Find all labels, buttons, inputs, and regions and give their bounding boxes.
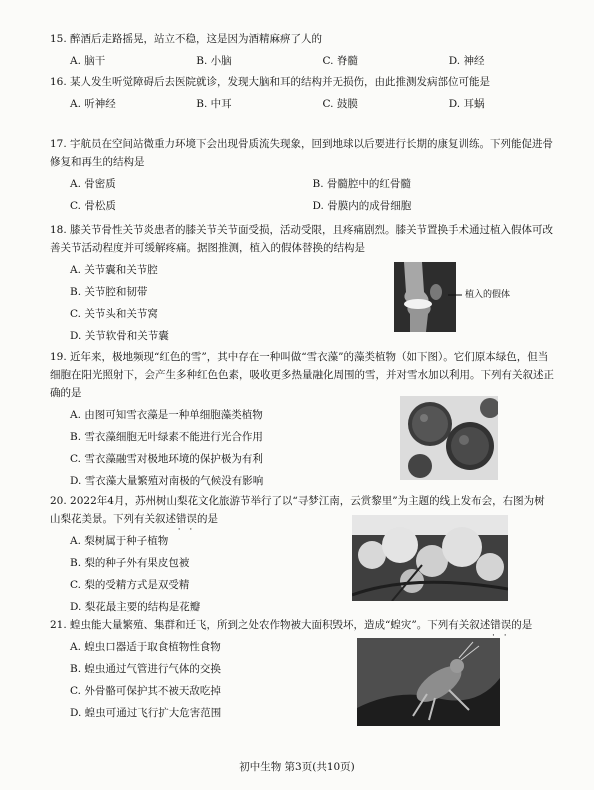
stem-emphasis: 错误 · ·	[176, 513, 197, 525]
figure-label: 植入的假体	[465, 290, 511, 300]
options-list	[50, 638, 350, 722]
option-b: B. 蝗虫通过气管进行气体的交换	[70, 663, 221, 675]
option-d: D. 雪衣藻大量繁殖对南极的气候没有影响	[70, 475, 264, 487]
question-stem	[50, 616, 555, 634]
page-footer: 初中生物 第3页(共10页)	[239, 761, 355, 773]
options-list	[50, 406, 390, 490]
options-list	[50, 261, 370, 345]
option-c: C. 梨的受精方式是双受精	[70, 579, 190, 591]
knee-xray-figure	[394, 262, 456, 332]
option-d: D. 梨花最主要的结构是花瓣	[70, 601, 201, 613]
locust-image	[357, 638, 500, 726]
option-a: A. 骨密质	[70, 178, 116, 190]
pear-blossom-photo	[352, 515, 508, 601]
option-b: B. 骨髓腔中的红骨髓	[312, 178, 411, 190]
option-d: D. 神经	[448, 55, 485, 67]
option-c: C. 外骨骼可保护其不被天敌吃掉	[70, 685, 221, 697]
option-d: D. 蝗虫可通过飞行扩大危害范围	[70, 707, 222, 719]
question-stem: 16. 某人发生听觉障碍后去医院就诊，发现大脑和耳的结构并无损伤，由此推测发病部位可能是	[50, 76, 491, 88]
knee-xray-image	[394, 262, 456, 332]
options-list	[50, 532, 350, 616]
option-b: B. 梨的种子外有果皮包被	[70, 557, 190, 569]
question-stem: 17. 宇航员在空间站微重力环境下会出现骨质流失现象，回到地球以后要进行长期的康复训练。下列能促进骨修复和再生的结构是	[50, 138, 554, 168]
options-grid	[50, 175, 555, 215]
option-b: B. 关节腔和韧带	[70, 286, 148, 298]
question-stem: 15. 醉酒后走路摇晃，站立不稳，这是因为酒精麻痹了人的	[50, 33, 323, 45]
option-c: C. 骨松质	[70, 200, 116, 212]
option-d: D. 关节软骨和关节囊	[70, 330, 169, 342]
option-c: C. 脊髓	[322, 55, 358, 67]
option-a: A. 听神经	[70, 98, 116, 110]
question-stem: 19. 近年来，极地频现“红色的雪”，其中存在一种叫做“雪衣藻”的藻类植物（如下图）。它们原本绿色，但当细胞在阳光照射下，会产生多种红色色素，吸收更多热量融化周围的雪，并对雪水加以利用。下列有关叙述正确的是	[50, 351, 554, 399]
stem-text-after: 的是	[511, 619, 533, 631]
option-a: A. 蝗虫口器适于取食植物性食物	[70, 641, 221, 653]
pear-blossom-image	[352, 515, 508, 601]
callout-pointer	[448, 290, 452, 296]
question-18	[50, 221, 555, 349]
option-c: C. 鼓膜	[322, 98, 358, 110]
option-b: B. 小脑	[196, 55, 232, 67]
stem-emphasis: 错误 · ·	[490, 619, 511, 631]
option-d: D. 骨膜内的成骨细胞	[312, 200, 412, 212]
option-a: A. 关节囊和关节腔	[70, 264, 158, 276]
snow-algae-micrograph	[400, 396, 498, 480]
option-b: B. 雪衣藻细胞无叶绿素不能进行光合作用	[70, 431, 263, 443]
algae-cells-image	[400, 396, 498, 480]
option-c: C. 雪衣藻融雪对极地环境的保护极为有利	[70, 453, 263, 465]
option-b: B. 中耳	[196, 98, 232, 110]
question-16	[50, 73, 555, 113]
question-15	[50, 30, 555, 70]
question-17	[50, 135, 555, 215]
options-row	[50, 52, 555, 70]
option-c: C. 关节头和关节窝	[70, 308, 158, 320]
option-d: D. 耳蜗	[448, 98, 485, 110]
question-stem: 18. 膝关节骨性关节炎患者的膝关节关节面受损，活动受限，且疼痛剧烈。膝关节置换手术通过植入假体可改善关节活动程度并可缓解疼痛。据图推测，植入的假体替换的结构是	[50, 224, 554, 254]
callout-line-icon	[448, 291, 464, 299]
options-row	[50, 95, 555, 113]
locust-photo	[357, 638, 500, 726]
stem-text-after: 的是	[197, 513, 218, 525]
option-a: A. 梨树属于种子植物	[70, 535, 169, 547]
option-a: A. 由图可知雪衣藻是一种单细胞藻类植物	[70, 409, 263, 421]
stem-text-before: 21. 蝗虫能大量繁殖、集群和迁飞，所到之处农作物被大面积毁坏，造成“蝗灾”。下列有关叙述	[50, 619, 491, 631]
stem-text-before: 20. 2022年4月，苏州树山梨花文化旅游节举行了以“寻梦江南，云赏黎里”为主题的线上发布会，右图为树山梨花美景。下列有关叙述	[50, 495, 545, 525]
option-a: A. 脑干	[70, 55, 106, 67]
